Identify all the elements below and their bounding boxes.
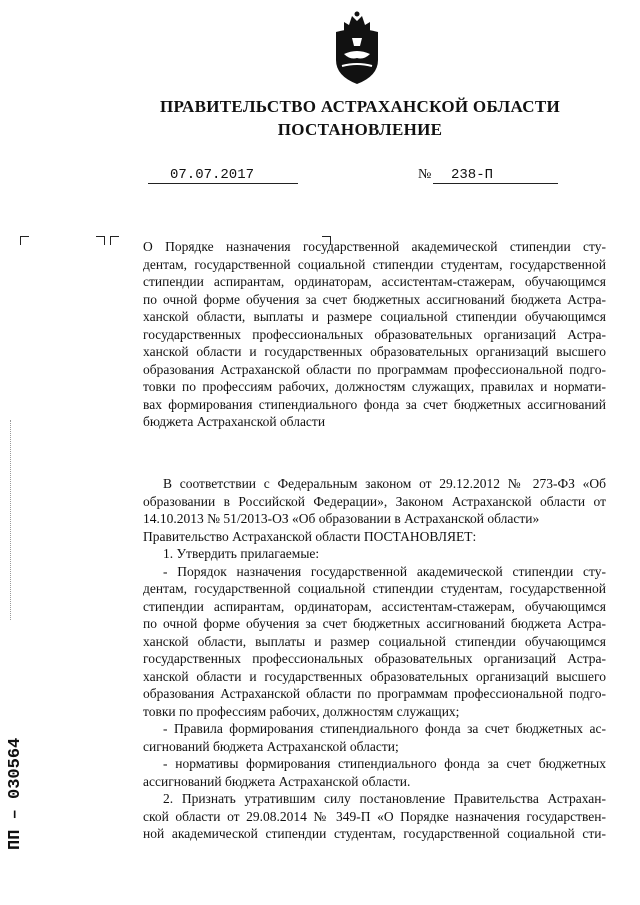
body-line: - нормативы формирования стипендиального фонда за счет бюджетных xyxy=(163,756,606,771)
title-line: государственных профессиональных образовательных организаций Астра- xyxy=(143,326,606,342)
body-line: В соответствии с Федеральным законом от 29.12.2012 № 273-ФЗ «Об xyxy=(163,476,606,491)
title-line: О Порядке назначения государственной академической стипендии сту- xyxy=(143,239,606,254)
body-line: ной академической стипендии студентам, государственной социальной сти- xyxy=(143,826,606,841)
body-line: 14.10.2013 № 51/2013-ОЗ «Об образовании в Астраханской области» xyxy=(143,511,540,526)
document-number: 238-П xyxy=(433,167,558,184)
body-line: - Порядок назначения государственной академической стипендии сту- xyxy=(163,563,606,579)
title-line: ханской области, выплаты и размере социальной стипендии обучающимся xyxy=(143,309,606,324)
body-line: сигнований бюджета Астраханской области; xyxy=(143,738,399,754)
margin-bracket xyxy=(96,236,105,245)
title-line: образования Астраханской области по программам профессиональной подго- xyxy=(143,361,606,377)
government-title: ПРАВИТЕЛЬСТВО АСТРАХАНСКОЙ ОБЛАСТИ xyxy=(160,97,560,116)
coat-of-arms-emblem xyxy=(330,10,384,86)
title-line: по очной форме обучения за счет бюджетных ассигнований бюджета Астра- xyxy=(143,291,606,307)
body-line: Правительство Астраханской области ПОСТАНОВЛЯЕТ: xyxy=(143,528,477,544)
title-line: бюджета Астраханской области xyxy=(143,414,326,429)
title-bracket-left xyxy=(110,236,119,245)
title-line: дентам, государственной социальной стипендии студентам, государственной xyxy=(143,256,606,272)
body-line: ханской области, выплаты и размер социальной стипендии обучающимся xyxy=(143,633,606,649)
margin-marks xyxy=(10,420,13,620)
title-line: ханской области и государственных образовательных организаций высшего xyxy=(143,344,606,359)
body-line: ассигнований бюджета Астраханской области. xyxy=(143,773,411,789)
body-line: ханской области и государственных образовательных организаций высшего xyxy=(143,668,606,684)
body-line: образовании в Российской Федерации», Законом Астраханской области от xyxy=(143,493,606,509)
body-line: 1. Утвердить прилагаемые: xyxy=(163,546,320,561)
document-title xyxy=(143,238,606,431)
body-line: стипендии аспирантам, ординаторам, ассистентам-стажерам, обучающимся xyxy=(143,598,606,614)
document-body xyxy=(143,475,606,843)
body-line: по очной форме обучения за счет бюджетных ассигнований бюджета Астра- xyxy=(143,616,606,631)
side-stamp-number: ПП – 030564 xyxy=(6,737,25,850)
title-line: вах формирования стипендиального фонда за счет бюджетных ассигнований xyxy=(143,396,606,412)
margin-bracket xyxy=(20,236,29,245)
body-line: государственных профессиональных образовательных организаций Астра- xyxy=(143,651,606,666)
body-line: 2. Признать утратившим силу постановление Правительства Астрахан- xyxy=(163,791,606,806)
title-line: стипендии аспирантам, ординаторам, ассистентам-стажерам, обучающимся xyxy=(143,274,606,289)
document-type: ПОСТАНОВЛЕНИЕ xyxy=(277,120,443,139)
title-line: товки по профессиям рабочих, должностям служащих, правилах и нормати- xyxy=(143,379,606,394)
body-line: дентам, государственной социальной стипендии студентам, государственной xyxy=(143,581,606,596)
body-line: товки по профессиям рабочих, должностям служащих; xyxy=(143,703,460,719)
document-date: 07.07.2017 xyxy=(148,167,298,184)
body-line: ской области от 29.08.2014 № 349-П «О Порядке назначения государствен- xyxy=(143,808,606,824)
body-line: - Правила формирования стипендиального фонда за счет бюджетных ас- xyxy=(163,721,606,736)
body-line: образования Астраханской области по программам профессиональной подго- xyxy=(143,686,606,701)
number-sign: № xyxy=(418,167,432,182)
